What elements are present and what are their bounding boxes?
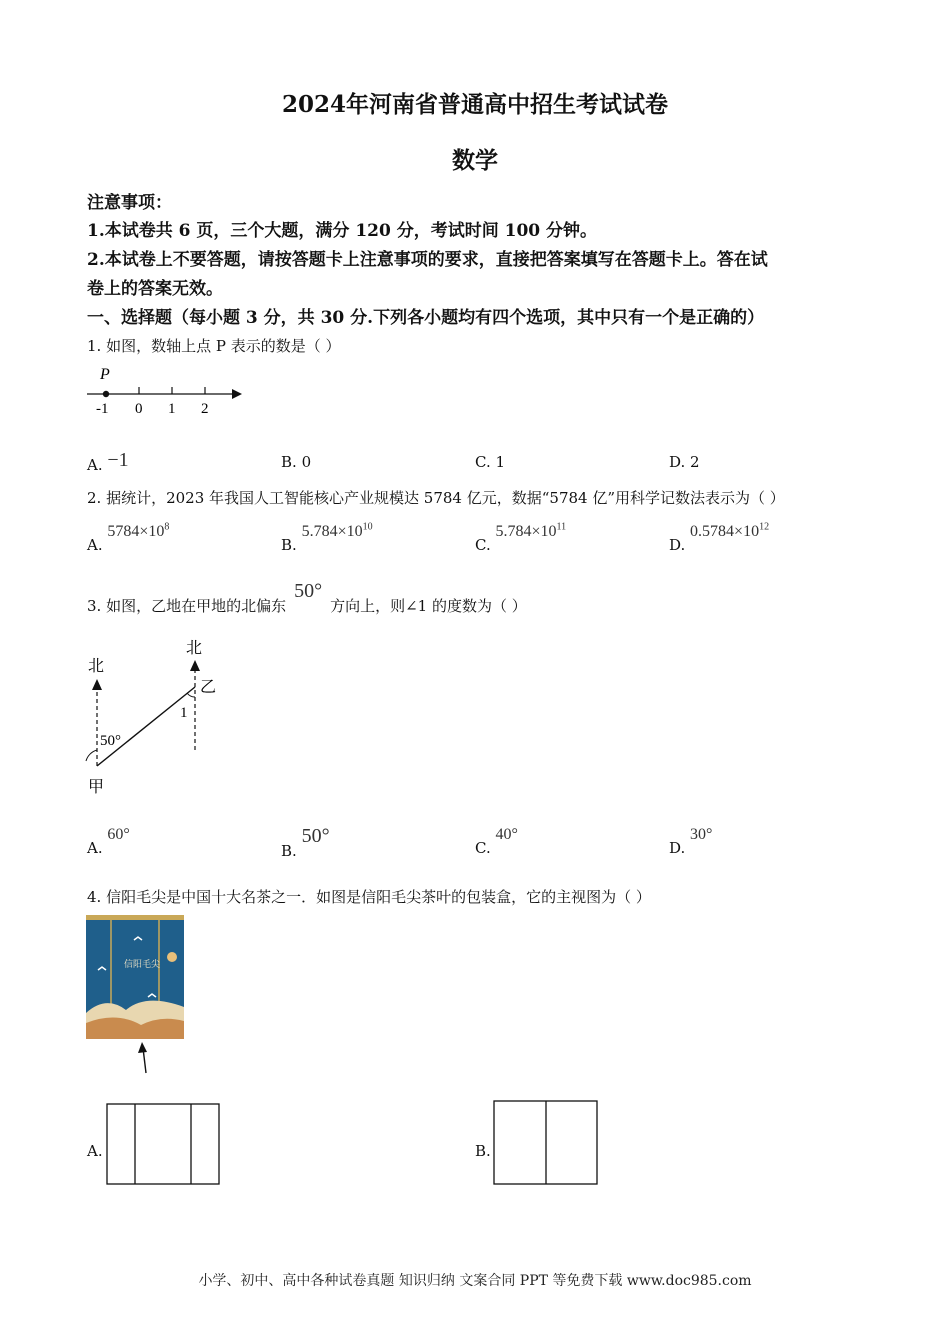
q3-option-b-value: 50° [301, 825, 330, 847]
q1-option-d-value: 2 [690, 453, 700, 471]
q2-option-c-letter: C. [475, 536, 491, 555]
tea-box-label: 信阳毛尖 [124, 959, 161, 969]
north-label-left: 北 [88, 658, 105, 675]
point-p-dot [103, 391, 109, 397]
point-p-label: P [100, 366, 110, 383]
number-line-figure [82, 360, 252, 420]
angle-50-label: 50° [100, 733, 121, 749]
q4-option-b-figure[interactable] [493, 1100, 599, 1186]
q3-option-b[interactable] [281, 825, 330, 860]
q2-option-d-letter: D. [669, 536, 686, 555]
q4-option-a-figure[interactable] [106, 1103, 221, 1186]
q3-option-a[interactable] [87, 825, 130, 857]
north-arrow-left [92, 679, 102, 690]
q2-option-c-base: 5.784×10 [495, 523, 557, 541]
q3-option-d-letter: D. [669, 839, 686, 857]
notes-heading: 注意事项： [87, 193, 172, 213]
view-direction-arrowhead [138, 1042, 147, 1053]
q2-option-a-exp: 8 [164, 522, 170, 533]
q2-option-b-base: 5.784×10 [301, 523, 363, 541]
question-2-stem: 2. 据统计，2023 年我国人工智能核心产业规模达 5784 亿元，数据“5784 亿”用科学记数法表示为（ ） [87, 489, 785, 507]
question-4-stem: 4. 信阳毛尖是中国十大名茶之一．如图是信阳毛尖茶叶的包装盒，它的主视图为（ ） [87, 888, 651, 906]
q1-option-c-letter: C. [475, 453, 491, 471]
q2-option-c-exp: 11 [556, 522, 567, 533]
q2-option-b-value [302, 523, 373, 540]
angle-arc-50 [86, 750, 97, 761]
q1-option-b[interactable] [281, 453, 311, 471]
q2-option-b[interactable] [281, 522, 373, 555]
q3-stem-before: 3. 如图，乙地在甲地的北偏东 [87, 597, 287, 615]
q3-option-d-value: 30° [690, 826, 713, 843]
q1-option-a-letter: A. [87, 456, 103, 474]
q4-a-outline [107, 1104, 219, 1184]
q2-option-c-value [496, 523, 567, 540]
q1-option-b-value: 0 [301, 453, 312, 471]
q2-option-b-exp: 10 [362, 522, 373, 533]
subject-title: 数学 [452, 147, 498, 174]
q1-option-d-letter: D. [669, 453, 686, 471]
q3-option-a-letter: A. [87, 839, 103, 857]
tick-label-2: 2 [201, 401, 209, 417]
angle-1-label: 1 [180, 705, 188, 721]
q3-option-a-value: 60° [107, 826, 130, 843]
q3-option-c-value: 40° [495, 826, 518, 843]
tick-label-1: 1 [168, 401, 176, 417]
q2-option-d-exp: 12 [759, 522, 770, 533]
question-1-stem: 1. 如图，数轴上点 P 表示的数是（ ） [87, 337, 341, 355]
q3-stem-after: 方向上，则∠1 的度数为（ ） [330, 597, 527, 615]
tea-box-top-rim [86, 915, 184, 920]
question-3-stem [87, 580, 527, 615]
q2-option-a-base: 5784×10 [107, 523, 165, 541]
number-line-arrow [232, 389, 242, 399]
north-arrow-right [190, 660, 200, 671]
q3-option-c[interactable] [475, 825, 518, 857]
q2-option-a[interactable] [87, 522, 170, 555]
q3-option-d[interactable] [669, 825, 713, 857]
page-title: 2024年河南省普通高中招生考试试卷 [281, 91, 668, 118]
tick-label-neg1: -1 [96, 401, 109, 417]
north-label-right: 北 [186, 640, 203, 657]
q1-option-a[interactable] [87, 449, 129, 476]
q1-option-d[interactable] [669, 453, 700, 471]
point-yi-label: 乙 [200, 679, 217, 696]
q1-option-b-letter: B. [281, 453, 297, 471]
q2-option-d[interactable] [669, 522, 770, 555]
q3-option-c-letter: C. [475, 839, 491, 857]
q4-option-b-letter[interactable]: B. [475, 1142, 491, 1160]
footer-text: 小学、初中、高中各种试卷真题 知识归纳 文案合同 PPT 等免费下载 www.doc985.com [198, 1273, 752, 1289]
angle-arc-1 [187, 693, 195, 697]
tea-box-photo [86, 915, 186, 1077]
segment-jia-yi [97, 687, 195, 766]
q1-option-c[interactable] [475, 453, 505, 471]
point-jia-label: 甲 [88, 779, 105, 796]
tea-box-sun [167, 952, 177, 962]
notes-item-2: 2.本试卷上不要答题，请按答题卡上注意事项的要求，直接把答案填写在答题卡上。答在试 [87, 250, 768, 270]
q2-option-d-base: 0.5784×10 [690, 523, 760, 541]
q2-option-d-value [690, 523, 769, 540]
q3-option-b-letter: B. [281, 842, 297, 860]
q1-option-a-value: −1 [107, 449, 129, 471]
q2-option-a-letter: A. [87, 536, 103, 555]
notes-item-1: 1.本试卷共 6 页，三个大题，满分 120 分，考试时间 100 分钟。 [87, 221, 598, 241]
q2-option-b-letter: B. [281, 536, 297, 555]
notes-item-2-cont: 卷上的答案无效。 [87, 279, 223, 299]
q2-option-a-value [107, 523, 169, 540]
q1-option-c-value: 1 [495, 453, 506, 471]
section-1-heading: 一、选择题（每小题 3 分，共 30 分.下列各小题均有四个选项，其中只有一个是正确的） [87, 308, 765, 328]
tick-label-0: 0 [135, 401, 143, 417]
direction-figure [80, 632, 230, 802]
q2-option-c[interactable] [475, 522, 567, 555]
q3-stem-angle: 50° [294, 580, 323, 602]
q4-option-a-letter[interactable]: A. [87, 1142, 103, 1160]
